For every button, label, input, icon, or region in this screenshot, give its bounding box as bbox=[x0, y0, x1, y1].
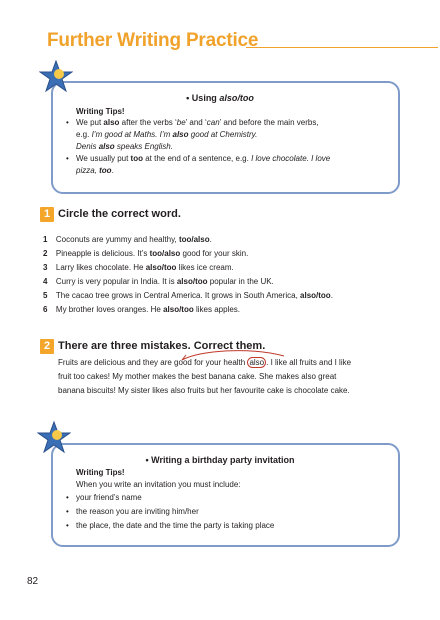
tip1-bullet2-line1: We usually put too at the end of a sentence, e.g. I love chocolate. I love bbox=[76, 154, 331, 163]
tip1-bullet1-line1: We put also after the verbs ‘be’ and ‘can’ and before the main verbs, bbox=[76, 118, 319, 127]
bullet-dot: • bbox=[66, 507, 69, 516]
tip1-bullet1-line2: e.g. I’m good at Maths. I’m also good at Chemistry. bbox=[76, 130, 258, 139]
exercise-2-line-2: fruit too cakes! My mother makes the best banana cake. She makes also great bbox=[58, 372, 337, 381]
tip2-bullet: the place, the date and the time the party is taking place bbox=[76, 521, 275, 530]
tip1-heading: • Using also/too bbox=[186, 93, 254, 103]
exercise-1-number: 1 bbox=[40, 207, 54, 222]
tip2-label: Writing Tips! bbox=[76, 468, 125, 477]
page-number: 82 bbox=[27, 576, 39, 587]
exercise-2-title: There are three mistakes. Correct them. bbox=[58, 340, 266, 352]
star-icon bbox=[39, 60, 73, 94]
page-title: Further Writing Practice bbox=[47, 30, 259, 51]
star-icon bbox=[37, 421, 71, 455]
bullet-dot: • bbox=[66, 118, 69, 127]
exercise-2-line-3: banana biscuits! My sister likes also fruits but her favourite cake is chocolate cake. bbox=[58, 386, 350, 395]
circled-mistake[interactable]: also bbox=[249, 358, 265, 367]
choice-words[interactable]: also/too bbox=[300, 291, 331, 300]
list-item: 5 The cacao tree grows in Central America. It grows in South America, also/too. bbox=[43, 291, 333, 300]
tip1-bullet1-line3: Denis also speaks English. bbox=[76, 142, 173, 151]
choice-words[interactable]: also/too bbox=[176, 277, 208, 286]
list-item: 3 Larry likes chocolate. He also/too likes ice cream. bbox=[43, 263, 234, 272]
title-divider bbox=[246, 47, 438, 48]
tip2-heading: • Writing a birthday party invitation bbox=[145, 455, 295, 465]
bullet-dot: • bbox=[66, 493, 69, 502]
tip2-intro: When you write an invitation you must include: bbox=[76, 480, 241, 489]
list-item: 4 Curry is very popular in India. It is also/too popular in the UK. bbox=[43, 277, 274, 286]
exercise-2-number: 2 bbox=[40, 339, 54, 354]
list-item: 6 My brother loves oranges. He also/too likes apples. bbox=[43, 305, 240, 314]
tip2-bullet: your friend’s name bbox=[76, 493, 142, 502]
choice-words[interactable]: also/too bbox=[163, 305, 194, 314]
bullet-dot: • bbox=[66, 521, 69, 530]
tip1-label: Writing Tips! bbox=[76, 107, 125, 116]
tip2-bullet: the reason you are inviting him/her bbox=[76, 507, 199, 516]
list-item: 2 Pineapple is delicious. It’s too/also good for your skin. bbox=[43, 249, 249, 258]
choice-words[interactable]: too/also bbox=[178, 235, 210, 244]
correction-arrow bbox=[180, 348, 290, 362]
exercise-1-title: Circle the correct word. bbox=[58, 208, 181, 220]
exercise-2-line-1: Fruits are delicious and they are good for your health also . I like all fruits and I like bbox=[58, 358, 352, 367]
tip1-bullet2-line2: pizza, too. bbox=[76, 166, 114, 175]
bullet-dot: • bbox=[66, 154, 69, 163]
list-item: 1 Coconuts are yummy and healthy, too/also. bbox=[43, 235, 212, 244]
choice-words[interactable]: also/too bbox=[145, 263, 177, 272]
choice-words[interactable]: too/also bbox=[149, 249, 181, 258]
